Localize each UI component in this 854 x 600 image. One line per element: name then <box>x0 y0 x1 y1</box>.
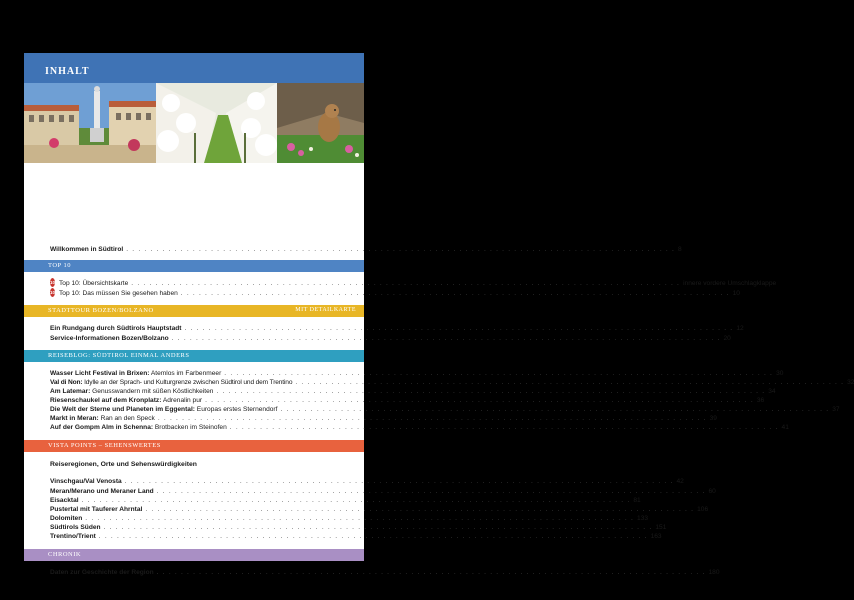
toc-entry-page: 20 <box>723 335 731 342</box>
toc-entry-title: Meran/Merano und Meraner Land <box>50 488 154 495</box>
toc-entry-rest: Brotbacken im Steinofen <box>153 424 227 431</box>
toc-entry-page: 8 <box>678 246 682 253</box>
toc-entry-title: Vinschgau/Val Venosta <box>50 478 122 485</box>
toc-entry-vista-1[interactable] <box>50 477 684 486</box>
toc-entry-page: 41 <box>781 424 789 431</box>
toc-entry-stadttour-1[interactable] <box>50 324 744 333</box>
toc-entry-intro[interactable] <box>50 245 682 254</box>
toc-page <box>24 53 854 576</box>
toc-entry-bold: Markt in Meran: <box>50 415 99 422</box>
photo-apple-blossom <box>156 83 277 163</box>
section-bar-reiseblog <box>24 350 364 362</box>
toc-entry-page: 60 <box>708 488 716 495</box>
toc-entry-top10-map[interactable] <box>50 279 777 288</box>
section-label: CHRONIK <box>48 551 82 558</box>
toc-entry-rest: Adrenalin pur <box>161 397 203 404</box>
header-photos <box>24 83 364 163</box>
toc-entry-page: 151 <box>655 524 667 531</box>
toc-entry-title: Ein Rundgang durch Südtirols Hauptstadt <box>50 325 182 332</box>
toc-entry-reiseblog-2[interactable] <box>50 378 854 387</box>
toc-entry-page: 133 <box>637 515 649 522</box>
toc-entry-page: 12 <box>736 325 744 332</box>
toc-entry-bold: Die Welt der Sterne und Planeten im Eggental: <box>50 406 195 413</box>
toc-entry-stadttour-2[interactable] <box>50 334 731 343</box>
toc-entry-bold: Am Latemar: <box>50 388 91 395</box>
toc-entry-rest: Atemlos im Farbenmeer <box>149 370 222 377</box>
toc-entry-page: 39 <box>709 415 717 422</box>
section-note: MIT DETAILKARTE <box>295 307 356 313</box>
toc-entry-reiseblog-6[interactable] <box>50 414 717 423</box>
toc-entry-title: Willkommen in Südtirol <box>50 246 124 253</box>
toc-entry-bold: Auf der Gompm Alm in Schenna: <box>50 424 154 431</box>
toc-entry-rest: Genusswandern mit süßen Köstlichkeiten <box>90 388 214 395</box>
toc-entry-reiseblog-1[interactable] <box>50 369 784 378</box>
toc-entry-title: Trentino/Trient <box>50 533 96 540</box>
photo-bolzano-square <box>24 83 156 163</box>
toc-entry-page: 37 <box>832 406 840 413</box>
toc-entry-top10-sights[interactable] <box>50 289 740 298</box>
toc-entry-vista-3[interactable] <box>50 496 641 505</box>
header-bar <box>24 53 364 83</box>
toc-entry-rest: Europas erstes Sternendorf <box>194 406 278 413</box>
toc-entry-title: Südtirols Süden <box>50 524 101 531</box>
toc-entry-vista-6[interactable] <box>50 523 667 532</box>
toc-entry-page: innere vordere Umschlagklappe <box>683 280 777 287</box>
toc-entry-page: 163 <box>650 533 662 540</box>
toc-entry-title: Dolomiten <box>50 515 83 522</box>
toc-entry-title: Top 10: Übersichtskarte <box>59 280 129 287</box>
top10-badge-icon: 10 <box>50 280 56 285</box>
toc-entry-title: Daten zur Geschichte der Region <box>50 569 154 576</box>
toc-entry-reiseblog-3[interactable] <box>50 387 776 396</box>
toc-entry-title: Eisacktal <box>50 497 79 504</box>
top10-badge-icon: 10 <box>50 290 56 295</box>
toc-entry-page: 180 <box>708 569 720 576</box>
toc-entry-bold: Riesenschaukel auf dem Kronplatz: <box>50 397 162 404</box>
section-bar-chronik <box>24 549 364 561</box>
toc-entry-vista-2[interactable] <box>50 487 716 496</box>
photo-marmot <box>277 83 364 163</box>
toc-entry-page: 32 <box>847 379 854 386</box>
toc-entry-bold: Wasser Licht Festival in Brixen: <box>50 370 150 377</box>
section-label: VISTA POINTS – SEHENSWERTES <box>48 442 161 449</box>
toc-entry-chronik-1[interactable] <box>50 568 720 577</box>
section-label: REISEBLOG: SÜDTIROL EINMAL ANDERS <box>48 352 190 359</box>
toc-entry-rest: Ran an den Speck <box>98 415 155 422</box>
section-label: TOP 10 <box>48 262 72 269</box>
toc-entry-page: 34 <box>768 388 776 395</box>
toc-entry-page: 106 <box>697 506 709 513</box>
toc-entry-page: 36 <box>756 397 765 404</box>
section-bar-top10 <box>24 260 364 272</box>
toc-entry-rest: Idylle an der Sprach- und Kulturgrenze zwischen Südtirol und dem Trentino <box>82 379 293 386</box>
toc-entry-vista-7[interactable] <box>50 532 662 541</box>
section-subheading: Reiseregionen, Orte und Sehenswürdigkeiten <box>50 461 197 468</box>
toc-entry-vista-5[interactable] <box>50 514 649 523</box>
section-bar-vista <box>24 440 364 452</box>
toc-entry-title: Top 10: Das müssen Sie gesehen haben <box>59 290 178 297</box>
toc-entry-bold: Val di Non: <box>50 379 83 386</box>
toc-entry-reiseblog-5[interactable] <box>50 405 840 414</box>
toc-entry-vista-4[interactable] <box>50 505 709 514</box>
toc-entry-page: 30 <box>776 370 784 377</box>
toc-entry-page: 42 <box>676 478 684 485</box>
page-title: INHALT <box>45 66 90 77</box>
toc-entry-reiseblog-7[interactable] <box>50 423 789 432</box>
toc-entry-reiseblog-4[interactable] <box>50 396 765 405</box>
toc-entry-title: Pustertal mit Tauferer Ahrntal <box>50 506 143 513</box>
toc-entry-title: Service-Informationen Bozen/Bolzano <box>50 335 169 342</box>
section-bar-stadttour <box>24 305 364 317</box>
toc-entry-page: 10 <box>732 290 740 297</box>
section-label: STADTTOUR BOZEN/BOLZANO <box>48 307 154 314</box>
toc-entry-page: 81 <box>633 497 641 504</box>
